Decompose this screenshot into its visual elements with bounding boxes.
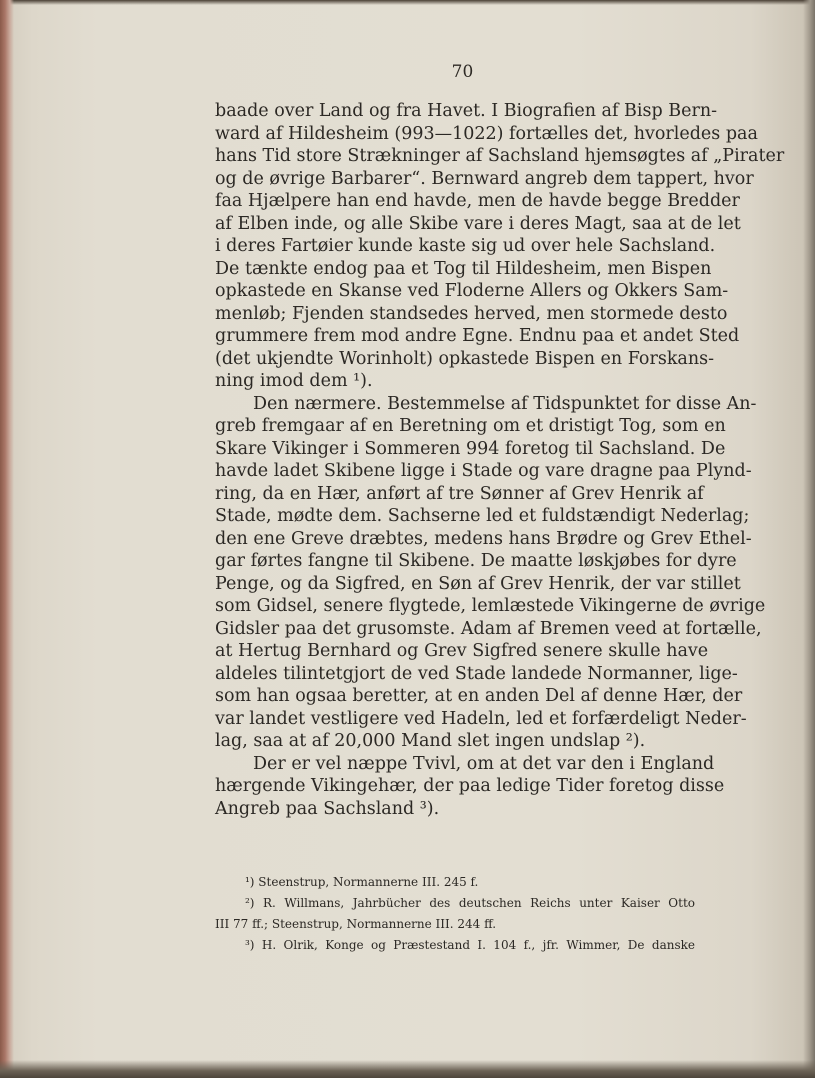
text-line: den ene Greve dræbtes, medens hans Brødre og Grev Ethel- bbox=[215, 528, 752, 549]
text-line: greb fremgaar af en Beretning om et dristigt Tog, som en bbox=[215, 416, 726, 436]
footnote-2-continued: III 77 ff.; Steenstrup, Normannerne III. 244 ff. bbox=[215, 917, 497, 931]
text-line: lag, saa at af 20,000 Mand slet ingen undslap ²). bbox=[215, 731, 646, 751]
text-line: baade over Land og fra Havet. I Biografien af Bisp Bern- bbox=[215, 101, 717, 121]
text-line: ring, da en Hær, anført af tre Sønner af Grev Henrik af bbox=[215, 483, 704, 504]
text-line: faa Hjælpere han end havde, men de havde begge Bredder bbox=[215, 191, 740, 211]
text-line: grummere frem mod andre Egne. Endnu paa et andet Sted bbox=[215, 326, 740, 346]
page-top-edge bbox=[0, 0, 815, 5]
footnotes bbox=[215, 872, 695, 956]
text-line: menløb; Fjenden standsedes herved, men stormede desto bbox=[215, 303, 728, 324]
text-line: hans Tid store Strækninger af Sachsland hjemsøgtes af „Pirater bbox=[215, 146, 785, 166]
page-number: 70 bbox=[451, 62, 474, 82]
text-line: Angreb paa Sachsland ³). bbox=[215, 798, 440, 819]
footnote-2: ²) R. Willmans, Jahrbücher des deutschen Reichs unter Kaiser Otto bbox=[245, 896, 695, 910]
text-line: Den nærmere. Bestemmelse af Tidspunktet for disse An- bbox=[253, 393, 757, 414]
text-line: af Elben inde, og alle Skibe vare i deres Magt, saa at de let bbox=[215, 213, 741, 234]
text-line: Der er vel næppe Tvivl, om at det var den i England bbox=[253, 753, 715, 774]
text-line: og de øvrige Barbarer“. Bernward angreb dem tappert, hvor bbox=[215, 168, 754, 189]
body-text bbox=[215, 100, 785, 820]
text-line: som han ogsaa beretter, at en anden Del af denne Hær, der bbox=[215, 686, 743, 706]
text-line: ning imod dem ¹). bbox=[215, 371, 373, 391]
footnote-3: ³) H. Olrik, Konge og Præstestand I. 104 f., jfr. Wimmer, De danske bbox=[245, 938, 695, 952]
page-bottom-edge bbox=[0, 1060, 815, 1078]
text-line: var landet vestligere ved Hadeln, led et forfærdeligt Neder- bbox=[215, 708, 747, 729]
text-line: i deres Fartøier kunde kaste sig ud over hele Sachsland. bbox=[215, 236, 716, 256]
text-line: som Gidsel, senere flygtede, lemlæstede Vikingerne de øvrige bbox=[215, 596, 766, 616]
text-line: hærgende Vikingehær, der paa ledige Tider foretog disse bbox=[215, 776, 725, 796]
footnote-1: ¹) Steenstrup, Normannerne III. 245 f. bbox=[245, 875, 479, 889]
page-right-edge bbox=[803, 0, 815, 1078]
text-line: Penge, og da Sigfred, en Søn af Grev Henrik, der var stillet bbox=[215, 573, 741, 594]
text-line: Gidsler paa det grusomste. Adam af Bremen veed at fortælle, bbox=[215, 618, 762, 639]
text-line: (det ukjendte Worinholt) opkastede Bispen en Forskans- bbox=[215, 348, 715, 369]
text-line: De tænkte endog paa et Tog til Hildesheim, men Bispen bbox=[215, 258, 712, 279]
text-line: aldeles tilintetgjort de ved Stade landede Normanner, lige- bbox=[215, 663, 738, 684]
text-line: havde ladet Skibene ligge i Stade og vare dragne paa Plynd- bbox=[215, 461, 752, 481]
text-line: Stade, mødte dem. Sachserne led et fuldstændigt Nederlag; bbox=[215, 506, 750, 526]
text-line: opkastede en Skanse ved Floderne Allers og Okkers Sam- bbox=[215, 281, 729, 301]
page-binding-edge bbox=[0, 0, 14, 1078]
text-line: ward af Hildesheim (993—1022) fortælles det, hvorledes paa bbox=[215, 123, 758, 144]
text-line: gar førtes fangne til Skibene. De maatte løskjøbes for dyre bbox=[215, 551, 737, 571]
text-line: Skare Vikinger i Sommeren 994 foretog til Sachsland. De bbox=[215, 438, 726, 459]
text-line: at Hertug Bernhard og Grev Sigfred senere skulle have bbox=[215, 641, 709, 661]
